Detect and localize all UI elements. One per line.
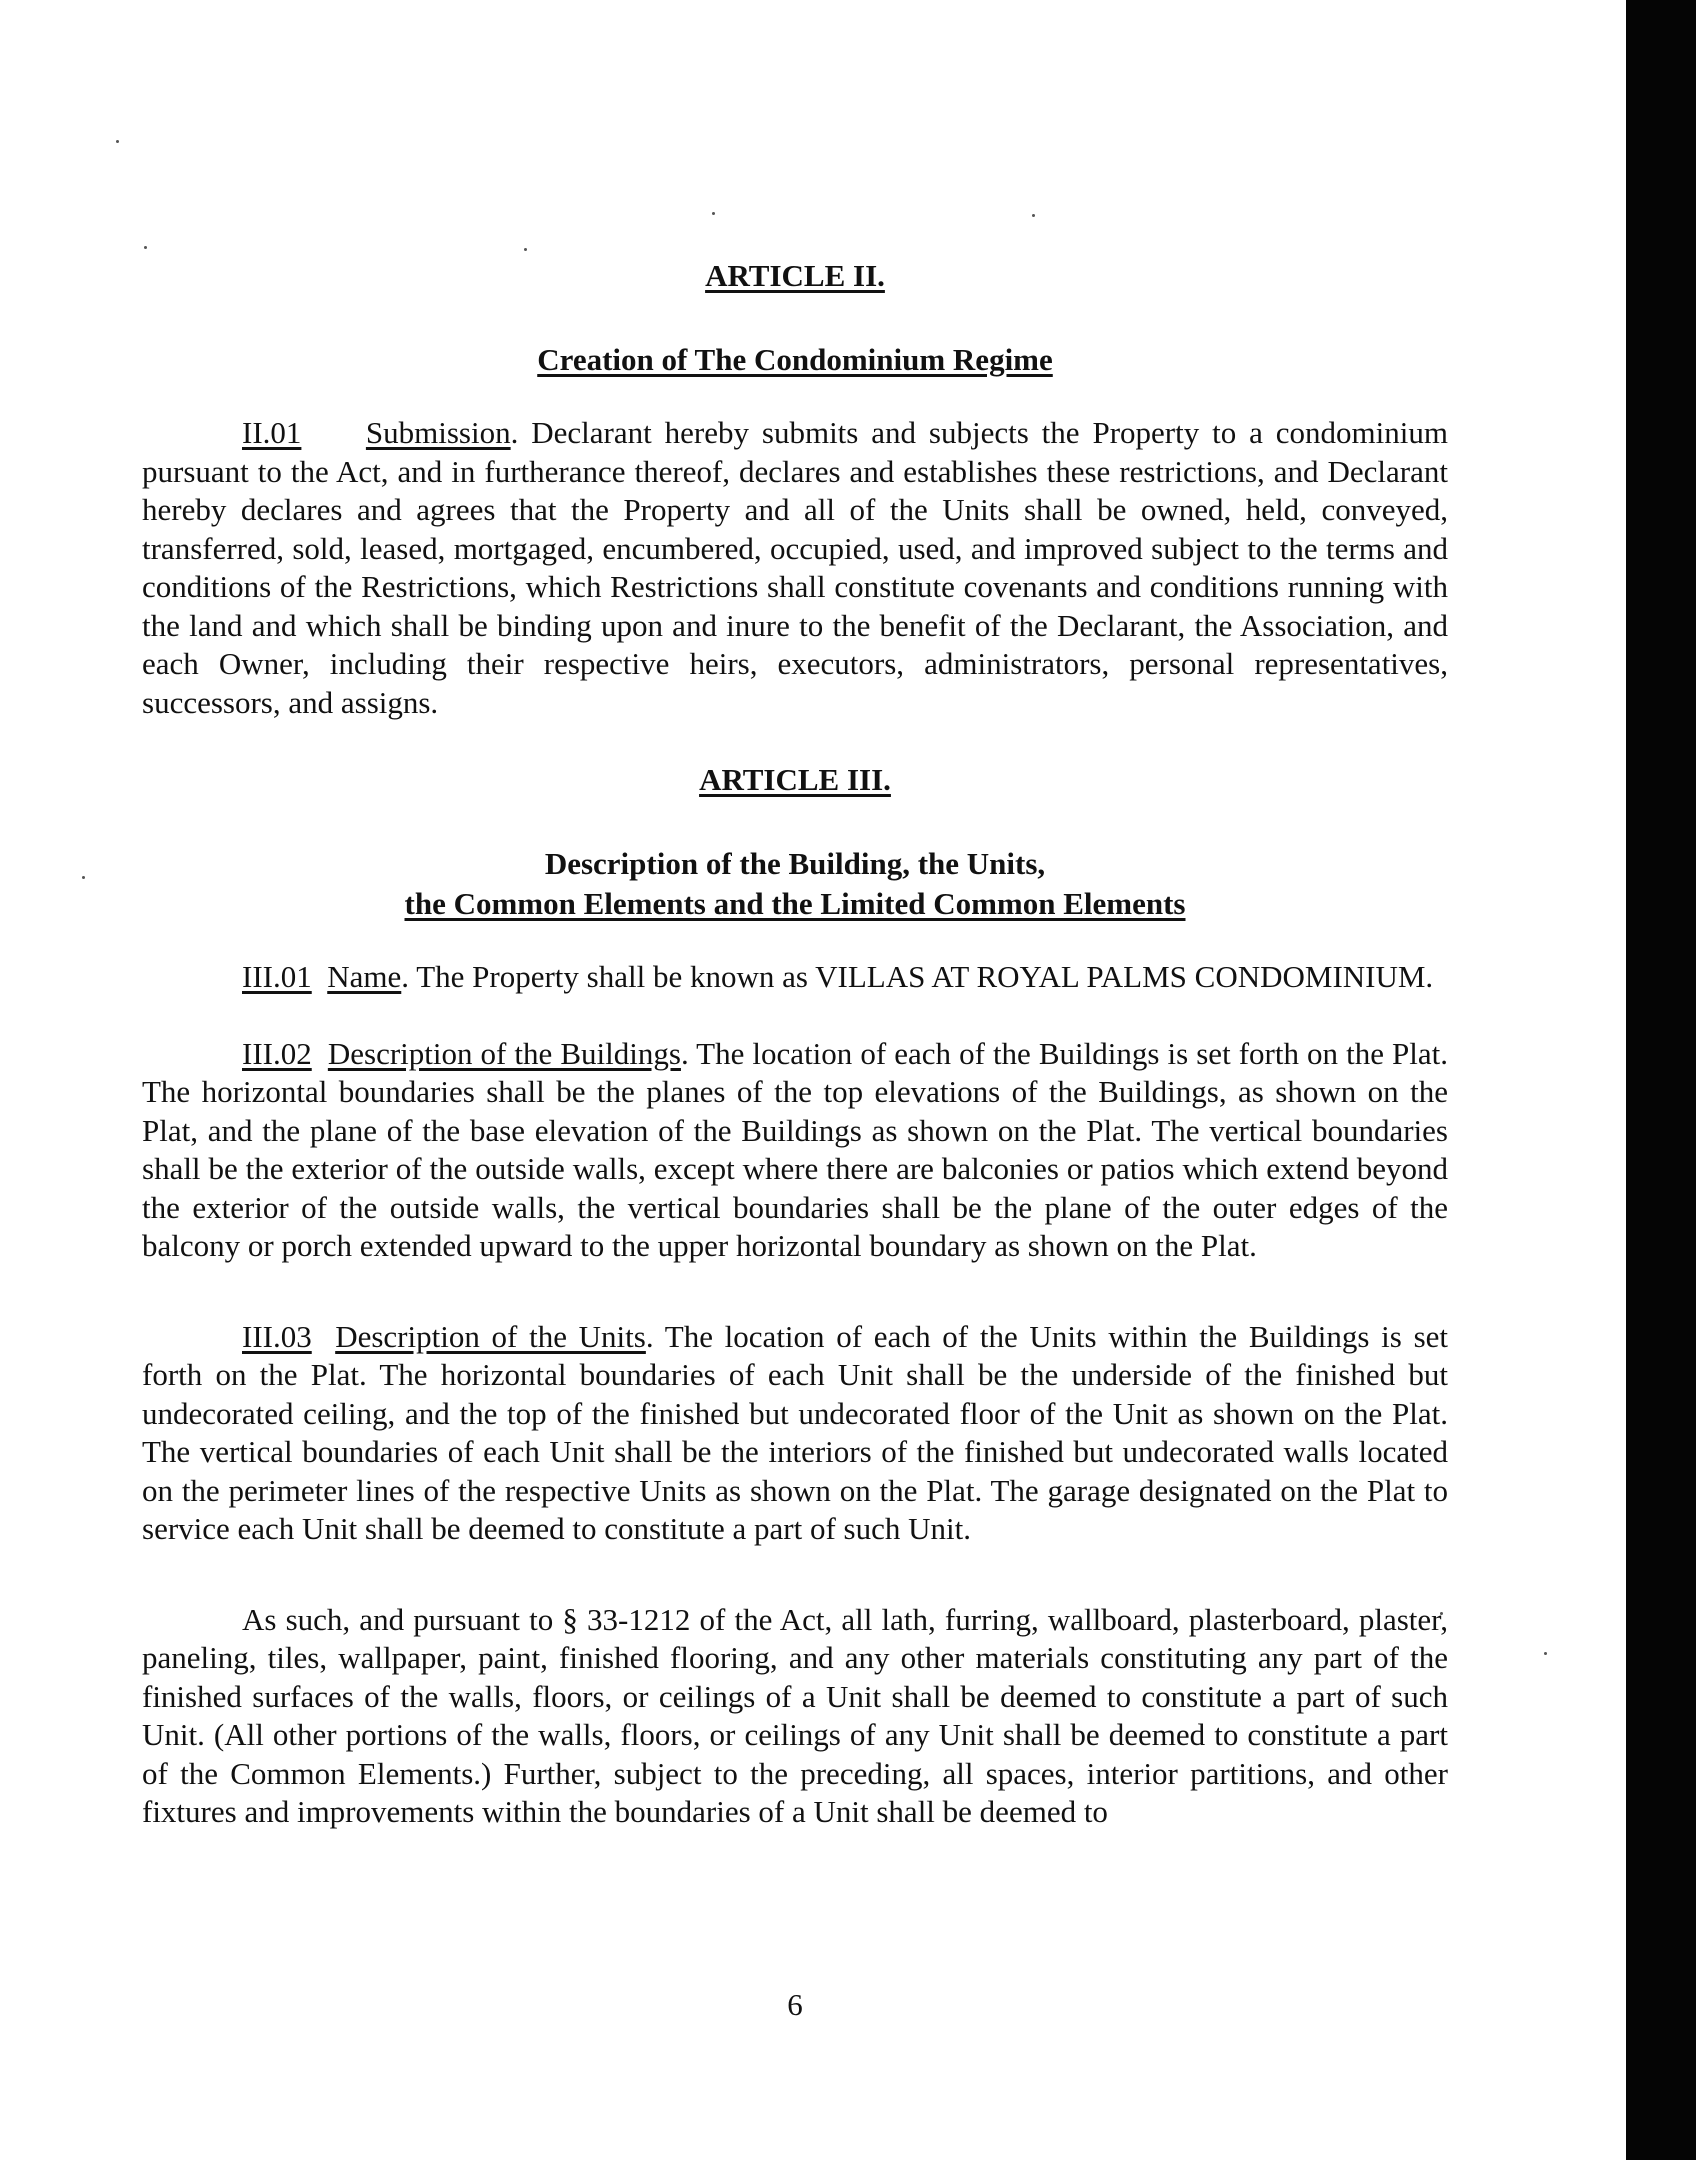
article-3-subheading-line2: the Common Elements and the Limited Common Elements xyxy=(404,886,1186,921)
paragraph-as-such xyxy=(142,1601,1448,1832)
section-3-03-title: Description of the Units xyxy=(335,1318,646,1354)
article-3-subheading xyxy=(142,844,1448,924)
section-3-02-text: . The location of each of the Buildings is set forth on the Plat. The horizontal boundaries shall be the planes of the top elevations of the Buildings, as shown on the Plat, and the plane of the base elevation of the Buildings as shown on the Plat. The vertical boundaries shall be the exterior of the outside walls, except where there are balconies or patios which extend beyond the exterior of the outside walls, the vertical boundaries shall be the plane of the outer edges of the balcony or porch extended upward to the upper horizontal boundary as shown on the Plat. xyxy=(142,1035,1449,1263)
scan-speck xyxy=(524,248,527,251)
scan-border xyxy=(1626,0,1696,2160)
section-3-03-number: III.03 xyxy=(242,1318,312,1354)
page-number: 6 xyxy=(787,1987,803,2022)
section-3-01-number: III.01 xyxy=(242,959,312,994)
section-2-01-text: . Declarant hereby submits and subjects the Property to a condominium pursuant to the Act, and in furtherance thereof, declares and establishes these restrictions, and Declarant hereby declares and agrees that the Property and all of the Units shall be owned, held, conveyed, transferred, sold, leased, mortgaged, encumbered, occupied, used, and improved subject to the terms and conditions of the Restrictions, which Restrictions shall constitute covenants and conditions running with the land and which shall be binding upon and inure to the benefit of the Declarant, the Association, and each Owner, including their respective heirs, executors, administrators, personal representatives, successors, and assigns. xyxy=(142,415,1448,720)
section-3-01-text: . The Property shall be known as VILLAS AT ROYAL PALMS CONDOMINIUM. xyxy=(401,959,1434,994)
section-3-02-number: III.02 xyxy=(242,1035,312,1071)
scan-speck xyxy=(1544,1652,1547,1655)
article-3-heading-text: ARTICLE III. xyxy=(699,762,891,797)
scan-speck xyxy=(116,140,119,143)
section-2-01-title: Submission xyxy=(365,415,511,450)
section-3-02-title: Description of the Buildings xyxy=(327,1035,681,1071)
section-3-02 xyxy=(142,1035,1448,1266)
section-3-03 xyxy=(142,1318,1448,1549)
section-2-01-number: II.01 xyxy=(242,415,302,450)
section-3-03-text: . The location of each of the Units within the Buildings is set forth on the Plat. The horizontal boundaries of each Unit shall be the underside of the finished but undecorated ceiling, and the top of the finished but undecorated floor of the Unit as shown on the Plat. The vertical boundaries of each Unit shall be the interiors of the finished but undecorated walls located on the perimeter lines of the respective Units as shown on the Plat. The garage designated on the Plat to service each Unit shall be deemed to constitute a part of such Unit. xyxy=(142,1318,1449,1546)
section-3-01-title: Name xyxy=(327,959,402,994)
section-2-01 xyxy=(142,414,1448,722)
document-body xyxy=(142,256,1448,1832)
scan-speck xyxy=(82,876,85,879)
paragraph-as-such-text: As such, and pursuant to § 33-1212 of the Act, all lath, furring, wallboard, plasterboard, plaster, paneling, tiles, wallpaper, paint, finished flooring, and any other materials constituting any part of the finished surfaces of the walls, floors, or ceilings of a Unit shall be deemed to constitute a part of such Unit. (All other portions of the walls, floors, or ceilings of any Unit shall be deemed to constitute a part of the Common Elements.) Further, subject to the preceding, all spaces, interior partitions, and other fixtures and improvements within the boundaries of a Unit shall be deemed to xyxy=(142,1601,1448,1829)
article-3-heading xyxy=(142,760,1448,800)
article-2-heading-text: ARTICLE II. xyxy=(705,258,885,293)
scan-speck xyxy=(1032,214,1035,217)
article-2-subheading xyxy=(142,340,1448,380)
section-3-01 xyxy=(142,958,1448,997)
article-3-subheading-line1: Description of the Building, the Units, xyxy=(544,846,1046,881)
scan-speck xyxy=(144,246,147,249)
article-2-heading xyxy=(142,256,1448,296)
article-2-subheading-text: Creation of The Condominium Regime xyxy=(537,342,1053,377)
scan-speck xyxy=(712,212,715,215)
